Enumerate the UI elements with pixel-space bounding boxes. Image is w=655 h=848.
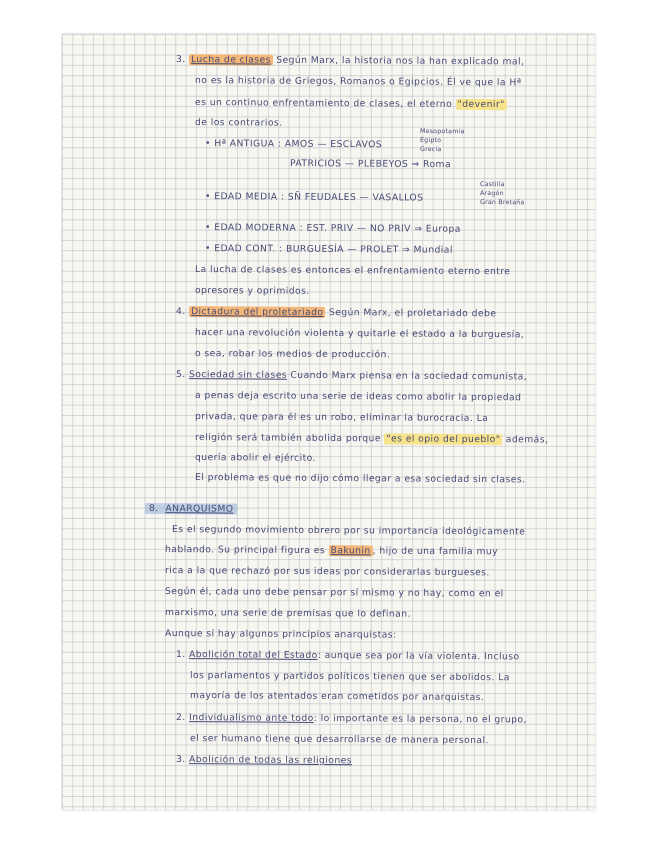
sub-note: Gran Bretaña: [479, 199, 525, 207]
principle-2: 2. Individualismo ante todo: lo importante es la persona, no el grupo,: [175, 712, 527, 726]
point-4-title-line: 4. Dictadura del proletariado Según Marx, el proletariado debe: [175, 306, 497, 320]
bullet-historia-antigua: • Hª ANTIGUA : AMOS — ESCLAVOS: [204, 138, 383, 151]
bullet-edad-moderna: • EDAD MODERNA : EST. PRIV — NO PRIV ⇒ Europa: [204, 222, 461, 235]
text-line: marxismo, una serie de premisas que lo definan.: [164, 607, 411, 620]
text-line: hacer una revolución violenta y quitarle el estado a la burguesía,: [194, 327, 525, 341]
sub-note: Egipto: [419, 137, 442, 145]
highlight-lucha-de-clases: Lucha de clases: [191, 54, 271, 66]
text-line: Aunque sí hay algunos principios anarquistas:: [164, 628, 397, 641]
highlight-bakunin: Bakunin: [330, 545, 371, 557]
text-line: La lucha de clases es entonces el enfrentamiento eterno entre: [194, 264, 511, 278]
highlight-devenir: "devenir": [457, 98, 505, 111]
text-line: opresores y oprimidos.: [194, 285, 310, 297]
text-line: mayoría de los atentados eran cometidos por anarquistas.: [189, 690, 485, 704]
text-line: el ser humano tiene que desarrollarse de manera personal.: [189, 733, 489, 747]
sub-note: Aragón: [479, 190, 504, 198]
text-line: rica a la que rechazó por sus ideas por considerarlas burgueses.: [164, 565, 490, 579]
sub-note: Castilla: [479, 181, 505, 189]
bullet-edad-media: • EDAD MEDIA : SÑ FEUDALES — VASALLOS: [204, 191, 424, 204]
principle-3: 3. Abolición de todas las religiones: [175, 754, 353, 767]
point-5-title-line: 5. Sociedad sin clases Cuando Marx piensa en la sociedad comunista,: [175, 369, 528, 383]
text-line: religión será también abolida porque "es el opio del pueblo" además,: [194, 432, 549, 446]
text-line: o sea, robar los medios de producción.: [194, 348, 391, 361]
highlight-dictadura-del-proletariado: Dictadura del proletariado: [191, 306, 324, 319]
principle-1: 1. Abolición total del Estado: aunque sea por la vía violenta. Incluso: [175, 649, 520, 663]
text-line: no es la historia de Griegos, Romanos o Egipcios. Él ve que la Hª: [194, 75, 522, 89]
text-line: de los contrarios.: [194, 117, 283, 129]
text-line: hablando. Su principal figura es Bakunin , hijo de una familia muy: [164, 544, 499, 558]
highlight-opio-del-pueblo: "es el opio del pueblo": [386, 433, 501, 446]
text-line: Es el segundo movimiento obrero por su importancia ideológicamente: [171, 524, 526, 538]
bullet-edad-contemporanea: • EDAD CONT. : BURGUESÍA — PROLET ⇒ Mundial: [204, 243, 453, 256]
text-line: Según él, cada uno debe pensar por sí mismo y no hay, como en el: [164, 586, 504, 600]
sub-note: Grecia: [419, 146, 442, 154]
text-line: los parlamentos y partidos políticos tienen que ser abolidos. La: [189, 670, 510, 684]
text-line: quería abolir el ejército.: [194, 452, 316, 464]
text-line: a penas deja escrito una serie de ideas como abolir la propiedad: [194, 390, 522, 404]
underline-sociedad-sin-clases: Sociedad sin clases: [189, 369, 288, 381]
point-3-title-line: 3. Lucha de clases Según Marx, la historia nos la han explicado mal,: [175, 54, 525, 68]
sub-note: Mesopotamia: [419, 128, 465, 136]
text-line: es un continuo enfrentamiento de clases, el eterno "devenir": [194, 97, 505, 111]
bullet-patricios: PATRICIOS — PLEBEYOS ⇒ Roma: [289, 158, 452, 171]
text-line: privada, que para él es un robo, eliminar la burocracia. La: [194, 411, 489, 425]
section-heading-anarquismo: 8. ANARQUISMO: [145, 503, 237, 515]
text-line: El problema es que no dijo cómo llegar a esa sociedad sin clases.: [194, 472, 526, 486]
